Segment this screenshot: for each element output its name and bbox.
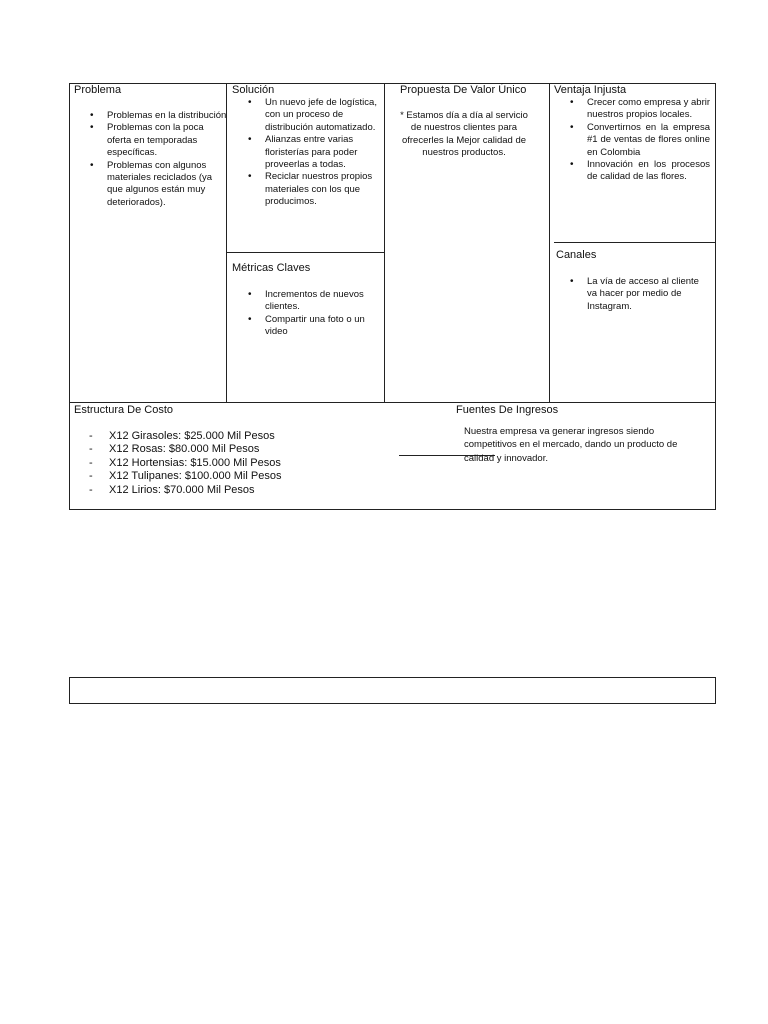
list-item: • Un nuevo jefe de logística, con un proceso de distribución automatizado. [245, 97, 382, 134]
lean-canvas-table [69, 83, 716, 510]
list-item: • Problemas con algunos materiales reciclados (ya que algunos están muy deteriorados). [87, 160, 227, 210]
list-item: • Problemas en la distribución [87, 110, 227, 122]
list-item: • Convertirnos en la empresa #1 de ventas de flores online en Colombia [567, 122, 710, 159]
metricas-title: Métricas Claves [232, 262, 311, 274]
list-item: - X12 Lirios: $70.000 Mil Pesos [89, 484, 349, 497]
list-item: • Incrementos de nuevos clientes. [245, 289, 382, 314]
list-item: • Problemas con la poca oferta en temporadas específicas. [87, 122, 227, 159]
canales-title: Canales [556, 249, 597, 261]
divider-solucion-propuesta [384, 84, 385, 403]
divider-ventaja-canales [554, 242, 716, 243]
divider-solucion-metricas [226, 252, 384, 253]
list-item: - X12 Girasoles: $25.000 Mil Pesos [89, 430, 349, 443]
problema-title: Problema [74, 84, 122, 96]
solucion-title: Solución [232, 84, 275, 96]
problema-list [87, 110, 227, 209]
list-item: - X12 Rosas: $80.000 Mil Pesos [89, 443, 349, 456]
ventaja-list [567, 97, 710, 184]
list-item: • Innovación en los procesos de calidad de las flores. [567, 159, 710, 184]
ventaja-title: Ventaja Injusta [554, 84, 627, 96]
empty-box [69, 677, 716, 704]
list-item: • La vía de acceso al cliente va hacer por medio de Instagram. [567, 276, 710, 313]
divider-top-bottom [70, 402, 715, 403]
divider-propuesta-ventaja [549, 84, 550, 403]
list-item: • Compartir una foto o un video [245, 314, 382, 339]
list-item: - X12 Hortensias: $15.000 Mil Pesos [89, 457, 349, 470]
metricas-list [245, 289, 382, 339]
solucion-list [245, 97, 382, 209]
costos-list [89, 430, 349, 497]
propuesta-title: Propuesta De Valor Único [400, 84, 527, 96]
list-item: • Crecer como empresa y abrir nuestros propios locales. [567, 97, 710, 122]
propuesta-text: * Estamos día a día al servicio de nuestros clientes para ofrecerles la Mejor calidad de nuestros productos. [400, 110, 528, 159]
canales-list [567, 276, 710, 313]
ingresos-text: Nuestra empresa va generar ingresos siendo competitivos en el mercado, dando un producto de calidad y innovador. [464, 426, 678, 464]
ingresos-title: Fuentes De Ingresos [456, 404, 559, 416]
list-item: • Alianzas entre varias floristerías para poder proveerlas a todas. [245, 134, 382, 171]
costos-title: Estructura De Costo [74, 404, 174, 416]
list-item: - X12 Tulipanes: $100.000 Mil Pesos [89, 470, 349, 483]
list-item: • Reciclar nuestros propios materiales con los que producimos. [245, 171, 382, 208]
